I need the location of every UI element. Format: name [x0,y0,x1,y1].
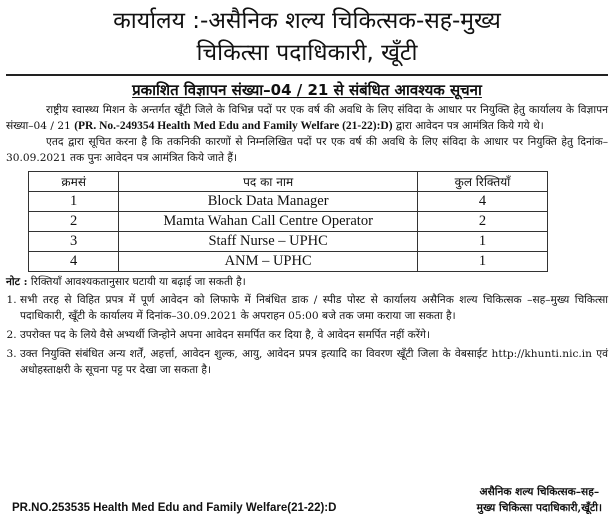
table-row [29,232,548,252]
table-row [29,192,548,212]
cell-serial: 1 [29,192,119,212]
cell-vacancies: 1 [417,232,547,252]
table-header-row [29,172,548,192]
reinvite-paragraph: एतद द्वारा सूचित करना है कि तकनिकी कारणों से निम्नलिखित पदों पर एक वर्ष की अवधि के लिए संविदा के आधार पर नियुक्ति हेतु दिनांक–30.09.2021 तक पुनः आवेदन पत्र आमंत्रित किये जाते हैं। [6,136,608,164]
cell-serial: 4 [29,252,119,272]
notice-subtitle: प्रकाशित विज्ञापन संख्या–04 / 21 से संबंधित आवश्यक सूचना [132,81,482,99]
cell-post-name: Mamta Wahan Call Centre Operator [119,212,418,232]
cell-vacancies: 4 [417,192,547,212]
cell-serial: 2 [29,212,119,232]
pr-reference: (PR. No.-249354 Health Med Edu and Family Welfare (21-22):D) [74,120,393,132]
notice-footer [12,476,602,516]
pr-number: PR.NO.253535 Health Med Edu and Family Welfare(21-22):D [12,502,337,514]
cell-vacancies: 2 [417,212,547,232]
signature-line2: मुख्य चिकित्सा पदाधिकारी,खूँटी। [476,502,602,514]
note-line [6,274,608,290]
list-item: 2. उपरोक्त पद के लिये वैसे अभ्यर्थी जिन्होने अपना आवेदन समर्पित कर दिया है, वे आवेदन समर्पित नहीं करेंगे। [20,327,608,343]
office-title-line2: चिकित्सा पदाधिकारी, खूँटी [196,40,418,66]
table-row [29,212,548,232]
intro-text-2: द्वारा आवेदन पत्र आमंत्रित किये गये थे। [392,120,544,132]
cell-post-name: Staff Nurse – UPHC [119,232,418,252]
cell-serial: 3 [29,232,119,252]
instruction-list [6,292,608,378]
signature-block [477,484,602,516]
list-item: 1. सभी तरह से विहित प्रपत्र में पूर्ण आवेदन को लिफाफे में निबंधित डाक / स्पीड पोस्ट से कार्यालय असैनिक शल्य चिकित्सक –सह–मुख्य चिकित्सा पदाधिकारी, खूँटी के कार्यालय में दिनांक–30.09.2021 के अपराहन 05:00 बजे तक जमा कराया जा सकता है। [20,292,608,324]
list-item: 3. उक्त नियुक्ति संबंधित अन्य शर्तें, अहर्त्ता, आवेदन शुल्क, आयु, आवेदन प्रपत्र इत्यादि का विवरण खूँटी जिला के वेबसाईट http://khunti.nic.in एवं अधोहस्ताक्षरी के सूचना पट्ट पर देखा जा सकता है। [20,346,608,378]
header-divider [6,74,608,76]
office-header [6,0,608,74]
intro-paragraph [6,102,608,134]
table-row [29,252,548,272]
intro-text-1: राष्ट्रीय स्वास्थ्य मिशन के अन्तर्गत खूँटी जिले के विभिन्न पदों पर एक वर्ष की अवधि के लिए संविदा के आधार पर नियुक्ति हेतु कार्यालय के विज्ञापन संख्या–04 / 21 [6,104,608,132]
header-serial: क्रमसं [29,172,119,192]
cell-post-name: Block Data Manager [119,192,418,212]
vacancy-table [28,171,548,272]
cell-post-name: ANM – UPHC [119,252,418,272]
header-vacancies: कुल रिक्तियाँ [417,172,547,192]
note-text: रिक्तियाँ आवश्यकतानुसार घटायी या बढ़ाई जा सकती है। [27,276,246,288]
note-label: नोट : [6,276,28,288]
signature-line1: असैनिक शल्य चिकित्सक–सह– [479,486,600,498]
cell-vacancies: 1 [417,252,547,272]
office-title-line1: कार्यालय :-असैनिक शल्य चिकित्सक-सह-मुख्य [113,8,501,34]
header-post-name: पद का नाम [119,172,418,192]
